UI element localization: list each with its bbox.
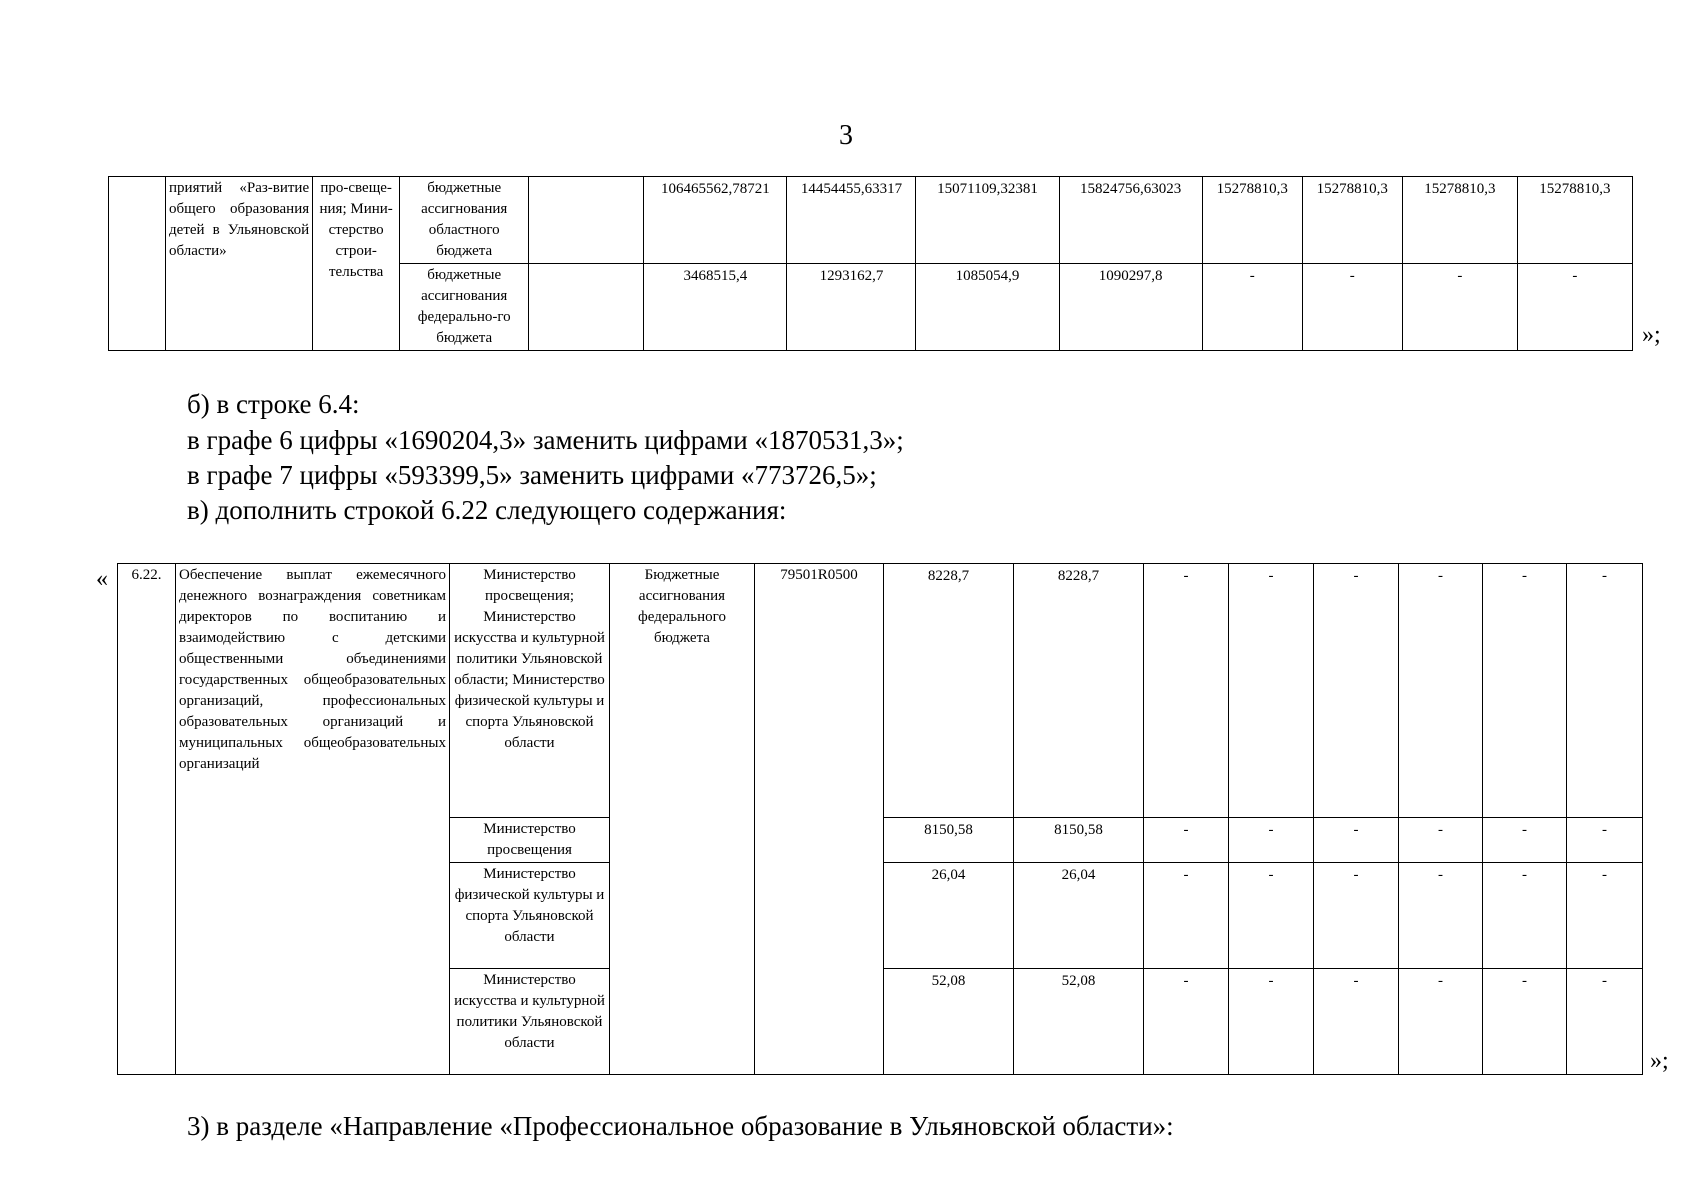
value-cell: 15824756,63023 [1059,177,1202,264]
value-cell: 1085054,9 [916,264,1059,351]
total-cell: 52,08 [884,969,1014,1075]
number-cell [109,177,166,351]
table-row-6-22 [117,563,1643,1075]
total-cell: 8228,7 [884,564,1014,818]
value-cell: 1090297,8 [1059,264,1202,351]
code-cell [529,177,644,264]
table-row [118,564,1643,818]
dash-cell: - [1483,863,1567,969]
paragraph-b: б) в строке 6.4: [187,389,360,419]
dash-cell: - [1314,564,1399,818]
value-cell: 15278810,3 [1402,177,1517,264]
dash-cell: - [1483,564,1567,818]
year-value-cell: 26,04 [1014,863,1144,969]
measure-name-cell: Обеспечение выплат ежемесячного денежного вознаграждения советникам директоров по воспитанию и взаимодействию с детскими общественными объединениями государственных общеобразовательных организаций, профессиональных образовательных организаций и муниципальных общеобразовательных организаций [176,564,450,1075]
year-value-cell: 8228,7 [1014,564,1144,818]
dash-cell: - [1567,564,1643,818]
executor-cell: Министерство физической культуры и спорта Ульяновской области [450,863,610,969]
executor-cell: Министерство просвещения; Министерство искусства и культурной политики Ульяновской области; Министерство физической культуры и спорта Ульяновской области [450,564,610,818]
value-cell: 15071109,32381 [916,177,1059,264]
dash-cell: - [1567,818,1643,863]
dash-cell: - [1314,969,1399,1075]
executor-cell: Министерство искусства и культурной политики Ульяновской области [450,969,610,1075]
dash-cell: - [1229,564,1314,818]
value-cell: 106465562,78721 [644,177,787,264]
opening-quote: « [96,566,108,592]
row-number-cell: 6.22. [118,564,176,1075]
paragraph-column7: в графе 7 цифры «593399,5» заменить цифрами «773726,5»; [187,460,877,490]
source-cell: бюджетные ассигнования областного бюджета [400,177,529,264]
dash-cell: - [1567,969,1643,1075]
value-cell: - [1517,264,1632,351]
total-cell: 8150,58 [884,818,1014,863]
dash-cell: - [1483,969,1567,1075]
paragraph-v: в) дополнить строкой 6.22 следующего содержания: [187,495,787,525]
dash-cell: - [1144,863,1229,969]
executor-cell: Министерство просвещения [450,818,610,863]
total-cell: 26,04 [884,863,1014,969]
closing-quote: »; [1642,322,1661,348]
value-cell: - [1402,264,1517,351]
source-cell: бюджетные ассигнования федерально-го бюджета [400,264,529,351]
dash-cell: - [1399,863,1483,969]
dash-cell: - [1483,818,1567,863]
paragraph-column6: в графе 6 цифры «1690204,3» заменить цифрами «1870531,3»; [187,425,904,455]
code-cell [529,264,644,351]
value-cell: 3468515,4 [644,264,787,351]
page-number: 3 [839,120,853,151]
dash-cell: - [1229,818,1314,863]
dash-cell: - [1399,564,1483,818]
dash-cell: - [1144,969,1229,1075]
dash-cell: - [1567,863,1643,969]
dash-cell: - [1144,818,1229,863]
dash-cell: - [1399,818,1483,863]
value-cell: 15278810,3 [1202,177,1302,264]
value-cell: - [1202,264,1302,351]
value-cell: 15278810,3 [1302,177,1402,264]
dash-cell: - [1399,969,1483,1075]
program-name-cell: приятий «Раз-витие общего образования детей в Ульяновской области» [166,177,313,351]
value-cell: 1293162,7 [787,264,916,351]
dash-cell: - [1314,818,1399,863]
dash-cell: - [1314,863,1399,969]
year-value-cell: 52,08 [1014,969,1144,1075]
source-cell: Бюджетные ассигнования федерального бюджета [610,564,755,1075]
table-row [109,177,1633,264]
executor-cell: про-свеще-ния; Мини-стерство строи-тельства [313,177,400,351]
year-value-cell: 8150,58 [1014,818,1144,863]
paragraph-section-3: 3) в разделе «Направление «Профессиональное образование в Ульяновской области»: [187,1111,1174,1141]
table-program-continuation [108,176,1633,351]
closing-quote: »; [1650,1048,1669,1074]
budget-code-cell: 79501R0500 [755,564,884,1075]
dash-cell: - [1144,564,1229,818]
value-cell: 15278810,3 [1517,177,1632,264]
dash-cell: - [1229,863,1314,969]
value-cell: 14454455,63317 [787,177,916,264]
dash-cell: - [1229,969,1314,1075]
value-cell: - [1302,264,1402,351]
